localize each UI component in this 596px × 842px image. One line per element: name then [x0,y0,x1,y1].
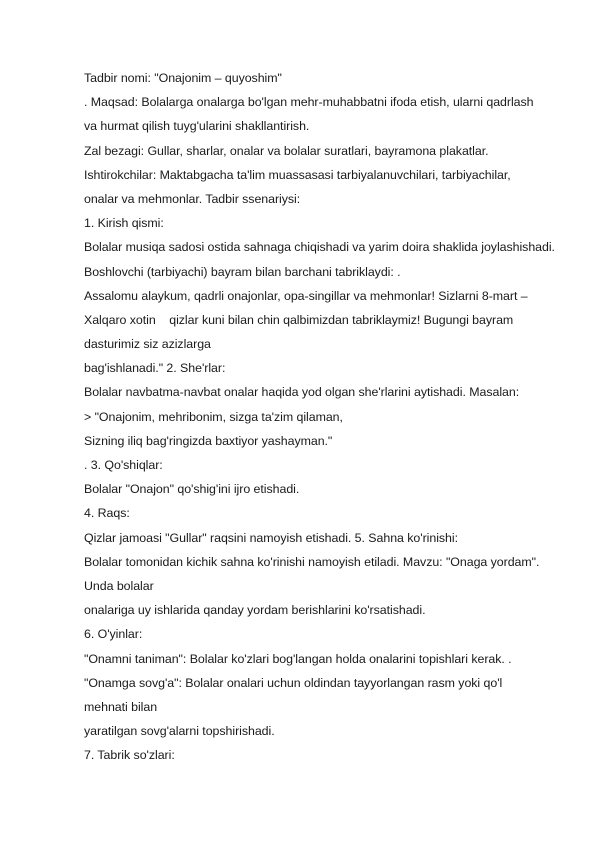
text-line: Unda bolalar [84,578,154,593]
section-heading: 6. O'yinlar: [84,627,143,642]
text-line: Ishtirokchilar: Maktabgacha ta'lim muassasasi tarbiyalanuvchilari, tarbiyachilar, [84,167,511,182]
section-heading: . 3. Qo'shiqlar: [84,458,163,472]
text-line: Boshlovchi (tarbiyachi) bayram bilan barchani tabriklaydi: . [84,264,401,279]
section-heading: 4. Raqs: [84,506,130,521]
event-title-line: Tadbir nomi: "Onajonim – quyoshim" [84,71,282,85]
text-line: "Onamga sovg'a": Bolalar onalari uchun oldindan tayyorlangan rasm yoki qo'l [84,675,503,690]
text-line: Qizlar jamoasi "Gullar" raqsini namoyish etishadi. 5. Sahna ko'rinishi: [84,530,458,545]
text-line: Bolalar "Onajon" qo'shig'ini ijro etishadi. [84,482,300,497]
text-line: Assalomu alaykum, qadrli onajonlar, opa-singillar va mehmonlar! Sizlarni 8-mart – [84,288,528,303]
section-heading: 7. Tabrik so'zlari: [84,748,175,763]
text-line: dasturimiz siz azizlarga [84,337,211,352]
text-line: onalariga uy ishlarida qanday yordam berishlarini ko'rsatishadi. [84,603,426,618]
document-body [84,66,584,767]
text-line: yaratilgan sovg'alarni topshirishadi. [84,724,275,739]
text-line: mehnati bilan [84,699,158,714]
text-line: Bolalar tomonidan kichik sahna ko'rinishi namoyish etiladi. Mavzu: "Onaga yordam". [84,554,540,569]
text-line: va hurmat qilish tuyg'ularini shakllantirish. [84,119,310,134]
text-line: . Maqsad: Bolalarga onalarga bo'lgan mehr-muhabbatni ifoda etish, ularni qadrlash [84,95,534,110]
section-heading: 1. Kirish qismi: [84,216,164,231]
text-line: "Onamni taniman": Bolalar ko'zlari bog'langan holda onalarini topishlari kerak. . [84,651,512,666]
poem-line: Sizning iliq bag'ringizda baxtiyor yashayman." [84,433,333,448]
text-line: Bolalar navbatma-navbat onalar haqida yod olgan she'rlarini aytishadi. Masalan: [84,385,520,400]
poem-line: > "Onajonim, mehribonim, sizga ta'zim qilaman, [84,409,343,424]
text-line: bag'ishlanadi." 2. She'rlar: [84,361,226,376]
text-line: Bolalar musiqa sadosi ostida sahnaga chiqishadi va yarim doira shaklida joylashishadi. [84,240,555,255]
text-line: Xalqaro xotin qizlar kuni bilan chin qalbimizdan tabriklaymiz! Bugungi bayram [84,312,514,327]
text-line: Zal bezagi: Gullar, sharlar, onalar va bolalar suratlari, bayramona plakatlar. [84,143,489,158]
text-line: onalar va mehmonlar. Tadbir ssenariysi: [84,191,301,206]
